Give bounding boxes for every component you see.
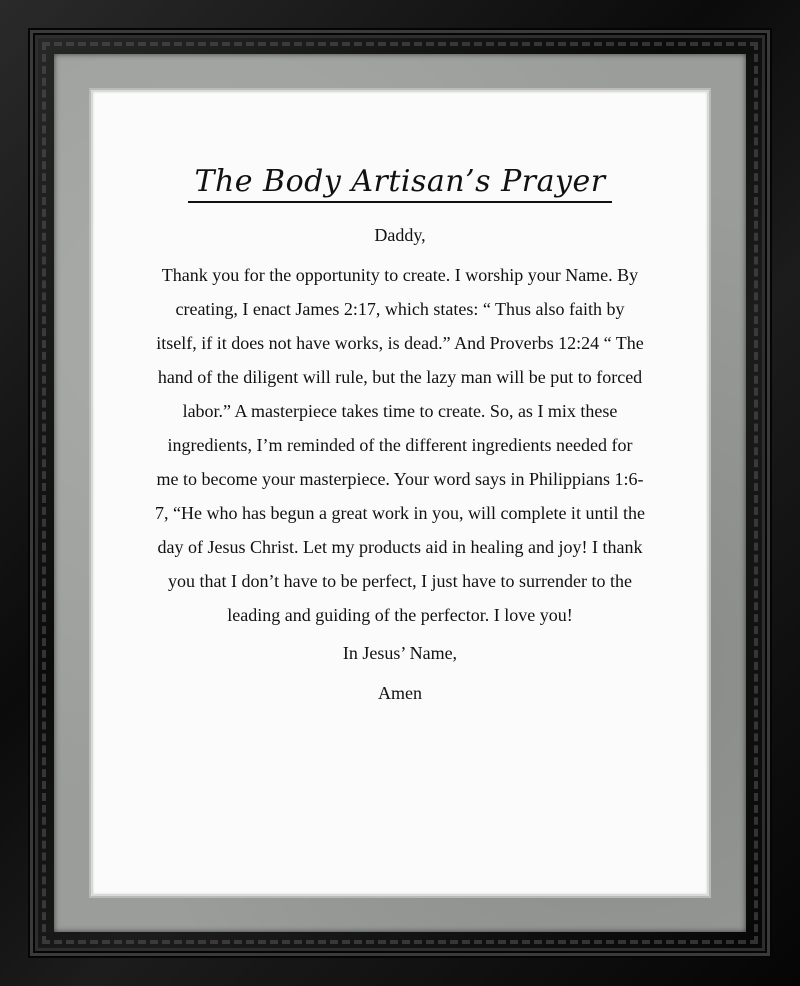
prayer-title-text: The Body Artisan’s Prayer (188, 164, 611, 203)
prayer-greeting: Daddy, (374, 225, 426, 245)
prayer-title (93, 164, 707, 203)
prayer-paper (91, 90, 709, 896)
prayer-body (155, 224, 645, 704)
prayer-paragraph: Thank you for the opportunity to create. I worship your Name. By creating, I enact James 2:17, which states: “ Thus also faith by itself, if it does not have works, is dead.” And Proverbs 12:24 “ The hand of the diligent will rule, but the lazy man will be put to forced labor.” A masterpiece takes time to create. So, as I mix these ingredients, I’m reminded of the different ingredients needed for me to become your masterpiece. Your word says in Philippians 1:6-7, “He who has begun a great work in you, will complete it until the day of Jesus Christ. Let my products aid in healing and joy! I thank you that I don’t have to be perfect, I just have to surrender to the leading and guiding of the perfector. I love you! (155, 265, 645, 625)
prayer-amen: Amen (378, 683, 422, 703)
prayer-closing: In Jesus’ Name, (342, 643, 458, 663)
